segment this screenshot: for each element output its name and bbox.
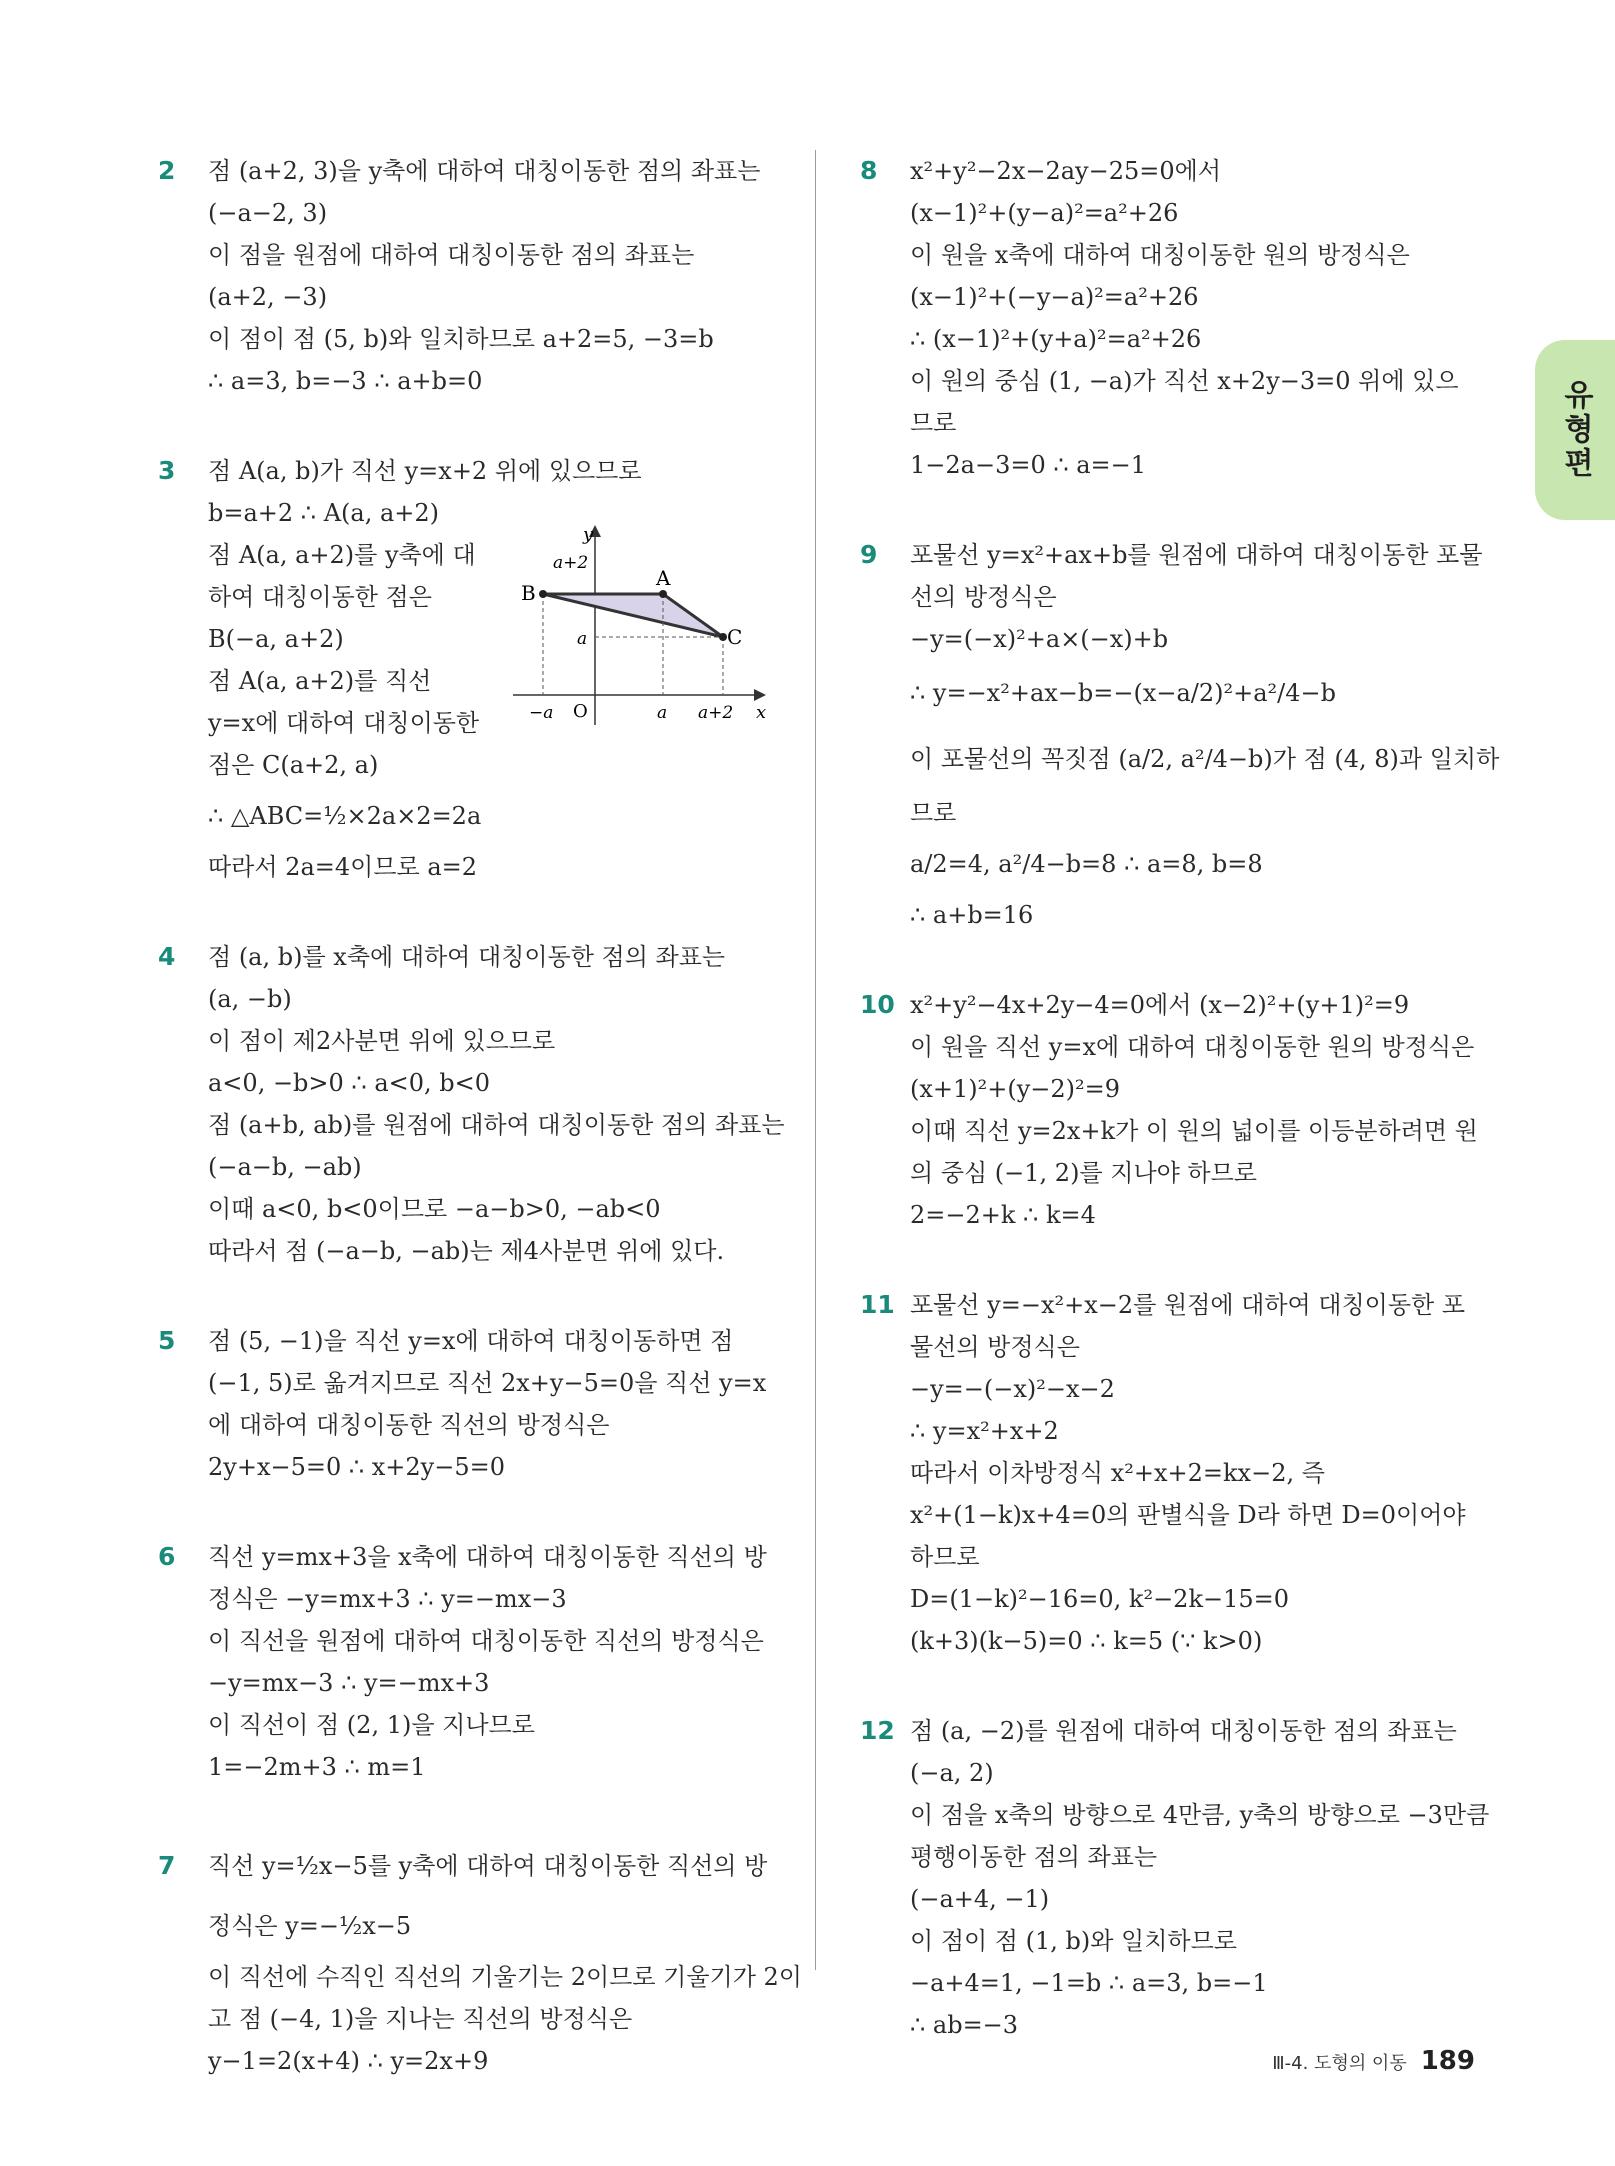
x-tick-a: a <box>657 703 668 723</box>
solution-line: (−a+4, −1) <box>910 1885 1050 1913</box>
solution-line: (−a−b, −ab) <box>208 1153 362 1181</box>
x-axis-label: x <box>756 702 767 723</box>
solution-line: −a+4=1, −1=b ∴ a=3, b=−1 <box>910 1969 1268 1997</box>
y-tick-a-plus-2: a+2 <box>553 553 589 573</box>
solution-line: 점 (a, b)를 x축에 대하여 대칭이동한 점의 좌표는 <box>208 943 726 971</box>
problem-number: 10 <box>860 990 895 1019</box>
solution-line: 이 원을 x축에 대하여 대칭이동한 원의 방정식은 <box>910 241 1410 269</box>
solution-line: ∴ y=−x²+ax−b=−(x−a/2)²+a²/4−b <box>910 679 1336 707</box>
page-number: 189 <box>1420 2046 1475 2076</box>
solution-line: ∴ ab=−3 <box>910 2011 1019 2039</box>
solution-line: 정식은 y=−½x−5 <box>208 1912 412 1940</box>
problem-number: 9 <box>860 540 878 569</box>
problem-11 <box>860 1284 1480 1662</box>
solution-line: ∴ (x−1)²+(y+a)²=a²+26 <box>910 325 1202 353</box>
problem-number: 5 <box>158 1326 176 1355</box>
problem-5 <box>158 1320 783 1488</box>
solution-line: 이 점이 점 (5, b)와 일치하므로 a+2=5, −3=b <box>208 325 714 353</box>
solution-line: 이 원의 중심 (1, −a)가 직선 x+2y−3=0 위에 있으 <box>910 367 1459 395</box>
problem-2 <box>158 150 783 402</box>
solution-line: 따라서 점 (−a−b, −ab)는 제4사분면 위에 있다. <box>208 1237 725 1265</box>
page-footer <box>1272 2046 1475 2076</box>
solution-line: (x−1)²+(y−a)²=a²+26 <box>910 199 1179 227</box>
solution-line: ∴ a=3, b=−3 ∴ a+b=0 <box>208 367 483 395</box>
solution-line: −y=mx−3 ∴ y=−mx+3 <box>208 1669 490 1697</box>
problem-number: 2 <box>158 156 176 185</box>
problem-number: 11 <box>860 1290 895 1319</box>
solution-line: (a+2, −3) <box>208 283 328 311</box>
solution-line: y=x에 대하여 대칭이동한 <box>208 709 480 737</box>
solution-line: B(−a, a+2) <box>208 625 344 653</box>
problem-4 <box>158 936 783 1272</box>
problem-12 <box>860 1710 1490 2046</box>
solution-line: 점 A(a, b)가 직선 y=x+2 위에 있으므로 <box>208 457 642 485</box>
solution-line: (a, −b) <box>208 985 292 1013</box>
solution-line: 따라서 2a=4이므로 a=2 <box>208 853 478 881</box>
problem-number: 8 <box>860 156 878 185</box>
problem-9 <box>860 534 1500 936</box>
solution-line: 이 직선이 점 (2, 1)을 지나므로 <box>208 1711 535 1739</box>
solution-line: ∴ △ABC=½×2a×2=2a <box>208 802 482 830</box>
problem-number: 6 <box>158 1542 176 1571</box>
solution-line: x²+y²−2x−2ay−25=0에서 <box>910 157 1222 185</box>
solution-line: 이 점이 제2사분면 위에 있으므로 <box>208 1027 556 1055</box>
solution-line: 직선 y=mx+3을 x축에 대하여 대칭이동한 직선의 방 <box>208 1543 767 1571</box>
solution-line: 이 원을 직선 y=x에 대하여 대칭이동한 원의 방정식은 <box>910 1033 1475 1061</box>
solution-line: 점 (a+2, 3)을 y축에 대하여 대칭이동한 점의 좌표는 <box>208 157 761 185</box>
solution-line: 이때 a<0, b<0이므로 −a−b>0, −ab<0 <box>208 1195 661 1223</box>
solution-line: ∴ a+b=16 <box>910 901 1034 929</box>
triangle-figure <box>513 520 773 730</box>
solution-line: 점 A(a, a+2)를 y축에 대 <box>208 541 476 569</box>
problem-7 <box>158 1836 802 2082</box>
problem-number: 7 <box>158 1851 176 1880</box>
y-tick-a: a <box>577 629 588 649</box>
solution-line: (k+3)(k−5)=0 ∴ k=5 (∵ k>0) <box>910 1627 1263 1655</box>
solution-line: 하므로 <box>910 1543 980 1571</box>
problem-number: 3 <box>158 456 176 485</box>
right-column <box>860 150 1500 2046</box>
solution-line: a/2=4, a²/4−b=8 ∴ a=8, b=8 <box>910 850 1263 878</box>
solution-line: 선의 방정식은 <box>910 583 1057 611</box>
solution-line: 하여 대칭이동한 점은 <box>208 583 432 611</box>
solution-line: 점 (a, −2)를 원점에 대하여 대칭이동한 점의 좌표는 <box>910 1717 1457 1745</box>
solution-line: 포물선 y=−x²+x−2를 원점에 대하여 대칭이동한 포 <box>910 1291 1466 1319</box>
solution-line: 직선 y=½x−5를 y축에 대하여 대칭이동한 직선의 방 <box>208 1852 768 1880</box>
solution-line: 1=−2m+3 ∴ m=1 <box>208 1753 426 1781</box>
solution-line: 점 (5, −1)을 직선 y=x에 대하여 대칭이동하면 점 <box>208 1327 734 1355</box>
problem-10 <box>860 984 1480 1236</box>
solution-line: 고 점 (−4, 1)을 지나는 직선의 방정식은 <box>208 2005 633 2033</box>
section-title: Ⅲ-4. 도형의 이동 <box>1272 2053 1407 2074</box>
point-b-label: B <box>521 581 536 605</box>
problem-number: 12 <box>860 1716 895 1745</box>
solution-line: 평행이동한 점의 좌표는 <box>910 1843 1158 1871</box>
solution-line: 이 포물선의 꼭짓점 (a/2, a²/4−b)가 점 (4, 8)과 일치하 <box>910 745 1500 773</box>
point-c-label: C <box>727 625 743 649</box>
problem-number: 4 <box>158 942 176 971</box>
solution-line: 점은 C(a+2, a) <box>208 751 379 779</box>
solution-line: 포물선 y=x²+ax+b를 원점에 대하여 대칭이동한 포물 <box>910 541 1483 569</box>
solution-line: y−1=2(x+4) ∴ y=2x+9 <box>208 2047 489 2075</box>
solution-line: 므로 <box>910 799 957 827</box>
solution-line: 에 대하여 대칭이동한 직선의 방정식은 <box>208 1411 610 1439</box>
solution-line: x²+y²−4x+2y−4=0에서 (x−2)²+(y+1)²=9 <box>910 991 1410 1019</box>
solution-line: −y=−(−x)²−x−2 <box>910 1375 1115 1403</box>
solution-line: (−1, 5)로 옮겨지므로 직선 2x+y−5=0을 직선 y=x <box>208 1369 767 1397</box>
problem-8 <box>860 150 1480 486</box>
section-tab-label: 유형편 <box>1558 379 1593 481</box>
solution-line: (x+1)²+(y−2)²=9 <box>910 1075 1121 1103</box>
solution-line: (−a, 2) <box>910 1759 994 1787</box>
y-axis-label: y <box>583 524 594 545</box>
solution-line: 이 점을 x축의 방향으로 4만큼, y축의 방향으로 −3만큼 <box>910 1801 1490 1829</box>
solution-line: (x−1)²+(−y−a)²=a²+26 <box>910 283 1199 311</box>
point-a-label: A <box>656 566 671 590</box>
section-tab <box>1535 340 1615 520</box>
solution-line: 므로 <box>910 409 957 437</box>
solution-line: ∴ y=x²+x+2 <box>910 1417 1059 1445</box>
solution-line: 이 점이 점 (1, b)와 일치하므로 <box>910 1927 1237 1955</box>
solution-line: 이 직선을 원점에 대하여 대칭이동한 직선의 방정식은 <box>208 1627 764 1655</box>
solution-line: 점 A(a, a+2)를 직선 <box>208 667 432 695</box>
solution-line: 따라서 이차방정식 x²+x+2=kx−2, 즉 <box>910 1459 1325 1487</box>
solution-line: 2=−2+k ∴ k=4 <box>910 1201 1096 1229</box>
problem-6 <box>158 1536 783 1788</box>
solution-line: x²+(1−k)x+4=0의 판별식을 D라 하면 D=0이어야 <box>910 1501 1466 1529</box>
origin-label: O <box>573 701 588 722</box>
solution-line: 1−2a−3=0 ∴ a=−1 <box>910 451 1147 479</box>
x-tick-neg-a: −a <box>529 703 554 723</box>
solution-line: 물선의 방정식은 <box>910 1333 1080 1361</box>
solution-line: 점 (a+b, ab)를 원점에 대하여 대칭이동한 점의 좌표는 <box>208 1111 785 1139</box>
triangle-abc <box>543 594 723 637</box>
solution-line: 이 직선에 수직인 직선의 기울기는 2이므로 기울기가 2이 <box>208 1963 802 1991</box>
solution-line: −y=(−x)²+a×(−x)+b <box>910 625 1169 653</box>
column-divider <box>815 150 816 1970</box>
solution-line: b=a+2 ∴ A(a, a+2) <box>208 499 439 527</box>
solution-line: 이 점을 원점에 대하여 대칭이동한 점의 좌표는 <box>208 241 695 269</box>
solution-line: (−a−2, 3) <box>208 199 328 227</box>
solution-line: 2y+x−5=0 ∴ x+2y−5=0 <box>208 1453 505 1481</box>
x-tick-a-plus-2: a+2 <box>698 703 734 723</box>
problem-3 <box>158 450 783 888</box>
solution-line: 이때 직선 y=2x+k가 이 원의 넓이를 이등분하려면 원 <box>910 1117 1478 1145</box>
solution-line: 정식은 −y=mx+3 ∴ y=−mx−3 <box>208 1585 567 1613</box>
solution-line: a<0, −b>0 ∴ a<0, b<0 <box>208 1069 491 1097</box>
left-column <box>158 150 802 2082</box>
solution-line: 의 중심 (−1, 2)를 지나야 하므로 <box>910 1159 1257 1187</box>
solution-line: D=(1−k)²−16=0, k²−2k−15=0 <box>910 1585 1290 1613</box>
